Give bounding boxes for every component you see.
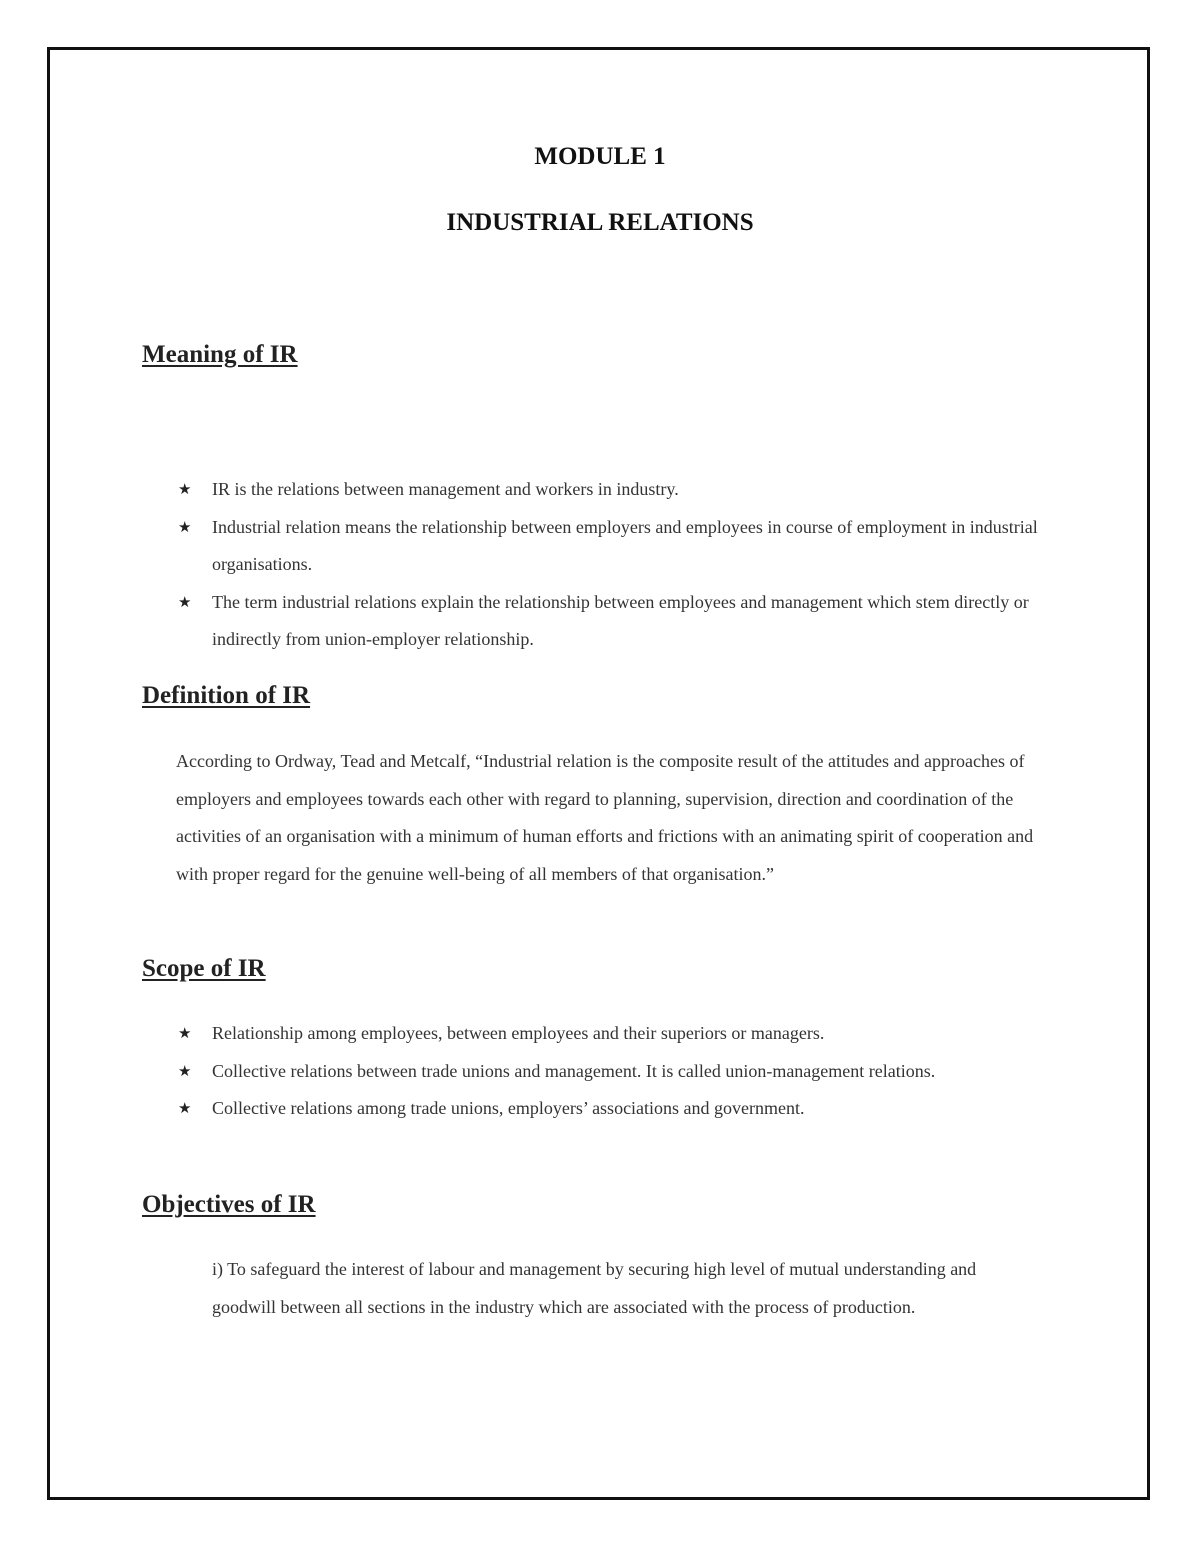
list-item [178,1015,1028,1053]
star-bullet-icon: ★ [178,1099,192,1117]
objectives-paragraph: i) To safeguard the interest of labour and management by securing high level of mutual understanding and goodwill between all sections in the industry which are associated with the process of production. [212,1259,977,1317]
list-item [178,509,1058,584]
list-item [178,1090,1028,1128]
list-item [178,1053,1028,1091]
scope-bullet-list [178,1015,1028,1128]
definition-paragraph: According to Ordway, Tead and Metcalf, “Industrial relation is the composite result of the attitudes and approaches of employers and employees towards each other with regard to planning, supervision, direction and coordination of the activities of an organisation with a minimum of human efforts and frictions with an animating spirit of cooperation and with proper regard for the genuine well-being of all members of that organisation.” [176,751,1034,884]
heading-objectives: Objectives of IR [142,1191,316,1218]
bullet-text: Industrial relation means the relationship between employers and employees in course of employment in industrial organisations. [212,516,1038,574]
star-bullet-icon: ★ [178,480,192,498]
heading-scope: Scope of IR [142,955,266,982]
star-bullet-icon: ★ [178,592,192,611]
star-bullet-icon: ★ [178,517,192,536]
module-title: MODULE 1 [534,143,666,170]
bullet-text: Collective relations between trade unions and management. It is called union-management relations. [212,1060,936,1081]
meaning-bullet-list [178,471,1058,659]
bullet-text: The term industrial relations explain the relationship between employees and management which stem directly or indirectly from union-employer relationship. [212,591,1029,649]
bullet-text: IR is the relations between management and workers in industry. [212,479,679,499]
heading-definition: Definition of IR [142,682,311,709]
list-item [178,471,1058,509]
bullet-text: Relationship among employees, between employees and their superiors or managers. [212,1023,825,1043]
subject-title: INDUSTRIAL RELATIONS [446,209,754,236]
star-bullet-icon: ★ [178,1024,192,1042]
star-bullet-icon: ★ [178,1061,192,1080]
heading-meaning: Meaning of IR [142,341,298,368]
bullet-text: Collective relations among trade unions, employers’ associations and government. [212,1098,805,1118]
list-item [178,584,1058,659]
